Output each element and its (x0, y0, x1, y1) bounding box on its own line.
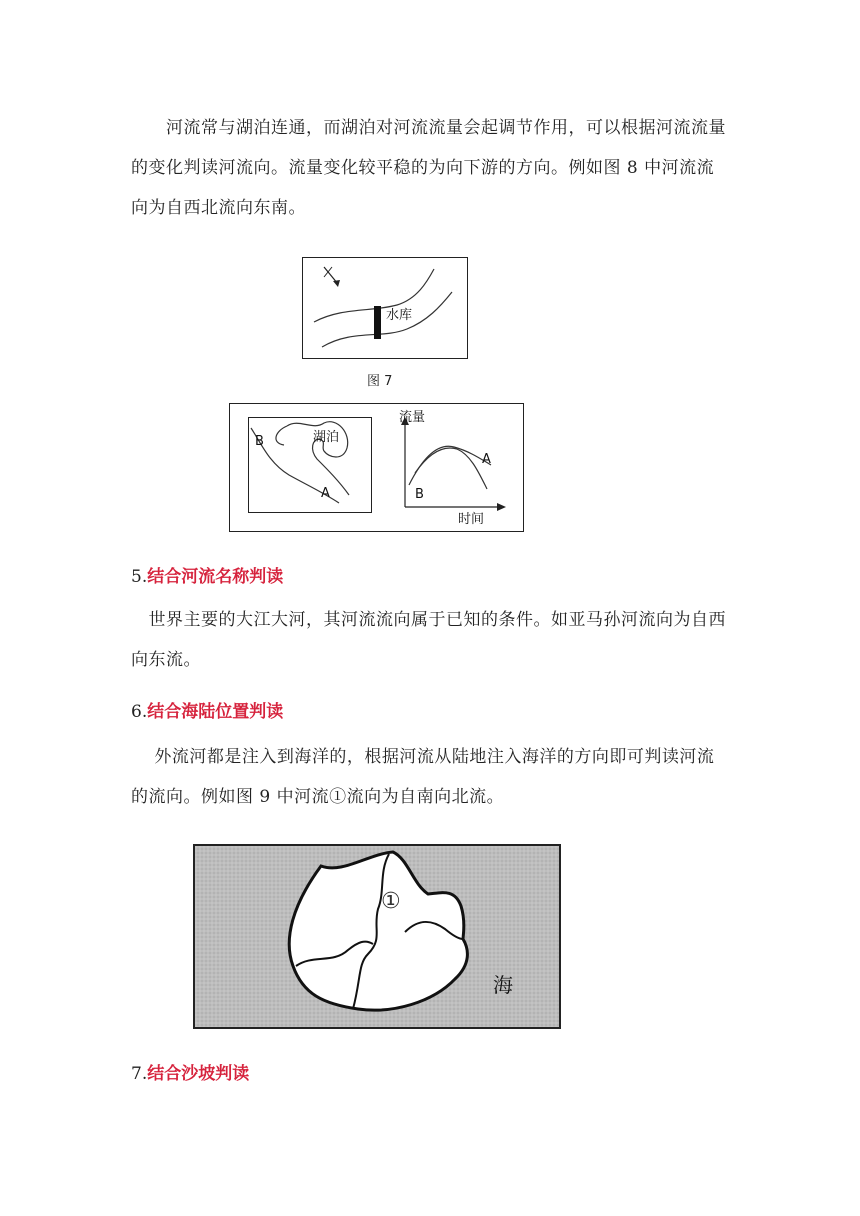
paragraph-lake-regulation: 河流常与湖泊连通，而湖泊对河流流量会起调节作用，可以根据河流流量的变化判读河流向。流量变化较平稳的为向下游的方向。例如图 8 中河流流向为自西北流向东南。 (131, 118, 726, 218)
figure-7-caption: 图 7 (367, 374, 393, 389)
curve-a-label: A (482, 452, 491, 467)
river-1-label: ① (381, 889, 401, 914)
heading-7-text: 结合沙坡判读 (147, 1064, 250, 1084)
x-axis-label: 时间 (458, 512, 485, 527)
point-b-label: B (255, 434, 264, 449)
y-axis-label: 流量 (399, 410, 426, 425)
heading-5-text: 结合河流名称判读 (147, 567, 284, 587)
heading-7-number: 7. (131, 1064, 148, 1084)
heading-6-text: 结合海陆位置判读 (147, 702, 284, 722)
heading-6-number: 6. (131, 702, 148, 722)
sea-label: 海 (493, 973, 513, 997)
heading-5 (131, 563, 283, 591)
figure-8-lake-flow (229, 403, 524, 532)
paragraph-land-sea: 外流河都是注入到海洋的，根据河流从陆地注入海洋的方向即可判读河流的流向。例如图 9 中河流①流向为自南向北流。 (131, 747, 715, 807)
dam-bar (374, 306, 381, 339)
figure-9-land-sea-map (193, 844, 561, 1030)
heading-5-number: 5. (131, 567, 148, 587)
heading-6 (131, 698, 283, 726)
curve-b-label: B (415, 487, 424, 502)
lake-label: 湖泊 (313, 430, 340, 445)
heading-7 (131, 1060, 249, 1088)
figure-7-reservoir-map (302, 257, 468, 359)
paragraph-river-name: 世界主要的大江大河，其河流流向属于已知的条件。如亚马孙河流向为自西向东流。 (131, 610, 726, 670)
point-a-label: A (321, 486, 330, 501)
reservoir-label: 水库 (386, 308, 413, 323)
